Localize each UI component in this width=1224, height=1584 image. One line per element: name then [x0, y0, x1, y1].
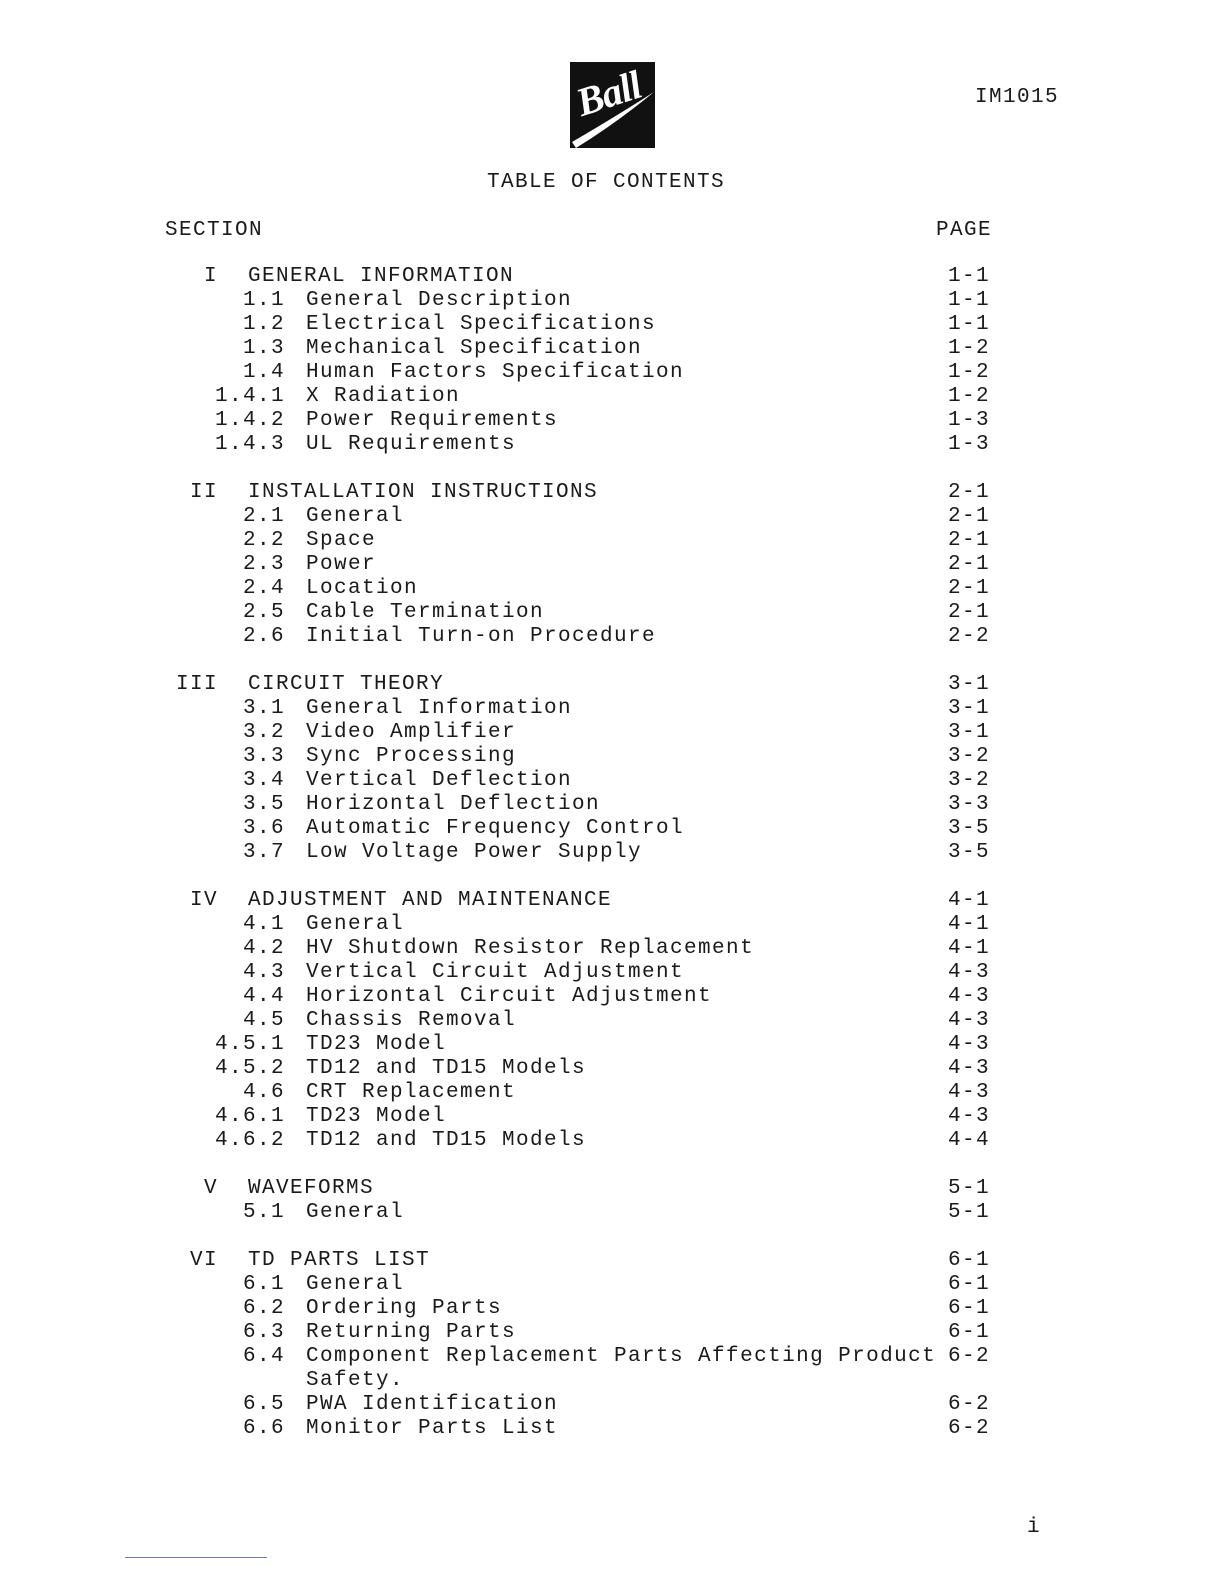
- entry-page: 2-1: [948, 601, 991, 624]
- toc-entry-row: [0, 313, 1224, 337]
- section-heading-row: [0, 481, 1224, 505]
- entry-title: Power: [306, 553, 377, 576]
- page-column-header: PAGE: [936, 219, 993, 242]
- entry-page: 3-1: [948, 721, 991, 744]
- entry-number: 1.4.3: [214, 433, 285, 456]
- toc-entry-row: [0, 1417, 1224, 1441]
- entry-title: Space: [306, 529, 377, 552]
- entry-number: 1.1: [242, 289, 285, 312]
- entry-title: CRT Replacement: [306, 1081, 517, 1104]
- entry-title: Video Amplifier: [306, 721, 517, 744]
- entry-page: 1-2: [948, 337, 991, 360]
- section-page: 2-1: [948, 481, 991, 504]
- entry-number: 4.6.1: [214, 1105, 285, 1128]
- toc-entry-row: [0, 433, 1224, 457]
- entry-title: X Radiation: [306, 385, 461, 408]
- entry-title: UL Requirements: [306, 433, 517, 456]
- entry-title: TD12 and TD15 Models: [306, 1057, 587, 1080]
- entry-title: Initial Turn-on Procedure: [306, 625, 657, 648]
- section-heading-row: [0, 889, 1224, 913]
- entry-title: Location: [306, 577, 419, 600]
- toc-entry-row: [0, 697, 1224, 721]
- entry-number: 1.3: [242, 337, 285, 360]
- section-title: TD PARTS LIST: [248, 1249, 431, 1272]
- logo-wordmark: Ball: [570, 62, 647, 125]
- entry-number: 2.5: [242, 601, 285, 624]
- toc-entry-row: [0, 769, 1224, 793]
- entry-page: 2-1: [948, 505, 991, 528]
- entry-title-continuation: Safety.: [306, 1369, 405, 1392]
- entry-title: PWA Identification: [306, 1393, 559, 1416]
- entry-title: Human Factors Specification: [306, 361, 685, 384]
- toc-entry-row: [0, 841, 1224, 865]
- entry-page: 6-1: [948, 1321, 991, 1344]
- toc-entry-row: [0, 505, 1224, 529]
- toc-section: [0, 889, 1224, 1153]
- entry-page: 3-3: [948, 793, 991, 816]
- toc-entry-row: [0, 1057, 1224, 1081]
- section-title: INSTALLATION INSTRUCTIONS: [248, 481, 599, 504]
- entry-title: Vertical Circuit Adjustment: [306, 961, 685, 984]
- entry-title: Power Requirements: [306, 409, 559, 432]
- toc-entry-row: [0, 1105, 1224, 1129]
- toc-section: [0, 265, 1224, 457]
- entry-page: 4-4: [948, 1129, 991, 1152]
- entry-title: Low Voltage Power Supply: [306, 841, 643, 864]
- entry-number: 6.6: [242, 1417, 285, 1440]
- toc-entry-row: [0, 361, 1224, 385]
- entry-title: Returning Parts: [306, 1321, 517, 1344]
- entry-title: HV Shutdown Resistor Replacement: [306, 937, 755, 960]
- entry-page: 1-3: [948, 433, 991, 456]
- entry-page: 4-3: [948, 1057, 991, 1080]
- section-page: 3-1: [948, 673, 991, 696]
- toc-entry-row: [0, 793, 1224, 817]
- section-page: 4-1: [948, 889, 991, 912]
- toc-entry-row: [0, 1393, 1224, 1417]
- toc-entry-row: [0, 529, 1224, 553]
- toc-entry-row: [0, 1345, 1224, 1369]
- toc-entry-row: [0, 961, 1224, 985]
- toc-section: [0, 1249, 1224, 1441]
- entry-page: 4-1: [948, 937, 991, 960]
- section-title: CIRCUIT THEORY: [248, 673, 445, 696]
- entry-number: 6.4: [242, 1345, 285, 1368]
- toc-entry-row: [0, 745, 1224, 769]
- entry-number: 3.3: [242, 745, 285, 768]
- page-title: TABLE OF CONTENTS: [487, 171, 726, 194]
- toc-entry-row: [0, 913, 1224, 937]
- footer-rule: [125, 1557, 267, 1558]
- entry-title: Electrical Specifications: [306, 313, 657, 336]
- entry-page: 6-2: [948, 1345, 991, 1368]
- entry-number: 4.3: [242, 961, 285, 984]
- entry-title: Component Replacement Parts Affecting Product: [306, 1345, 937, 1368]
- entry-page: 4-3: [948, 1009, 991, 1032]
- entry-number: 3.1: [242, 697, 285, 720]
- toc-entry-row: [0, 721, 1224, 745]
- entry-page: 1-3: [948, 409, 991, 432]
- entry-page: 1-1: [948, 289, 991, 312]
- section-numeral: VI: [189, 1249, 218, 1272]
- section-page: 5-1: [948, 1177, 991, 1200]
- toc-entry-row: [0, 409, 1224, 433]
- entry-page: 3-5: [948, 841, 991, 864]
- section-heading-row: [0, 1249, 1224, 1273]
- section-numeral: III: [175, 673, 218, 696]
- entry-page: 4-1: [948, 913, 991, 936]
- section-heading-row: [0, 265, 1224, 289]
- entry-number: 1.2: [242, 313, 285, 336]
- entry-page: 6-1: [948, 1273, 991, 1296]
- toc-entry-row: [0, 937, 1224, 961]
- section-numeral: V: [203, 1177, 218, 1200]
- entry-title: Vertical Deflection: [306, 769, 573, 792]
- toc-entry-row: [0, 337, 1224, 361]
- entry-page: 4-3: [948, 1105, 991, 1128]
- entry-title: Monitor Parts List: [306, 1417, 559, 1440]
- toc-section: [0, 481, 1224, 649]
- section-page: 1-1: [948, 265, 991, 288]
- entry-page: 6-2: [948, 1417, 991, 1440]
- section-numeral: I: [203, 265, 218, 288]
- entry-title: Horizontal Deflection: [306, 793, 601, 816]
- toc-entry-row: [0, 985, 1224, 1009]
- entry-page: 3-1: [948, 697, 991, 720]
- entry-number: 6.5: [242, 1393, 285, 1416]
- section-heading-row: [0, 673, 1224, 697]
- entry-number: 6.3: [242, 1321, 285, 1344]
- entry-number: 4.4: [242, 985, 285, 1008]
- entry-number: 1.4.1: [214, 385, 285, 408]
- entry-page: 6-2: [948, 1393, 991, 1416]
- entry-number: 4.5: [242, 1009, 285, 1032]
- entry-title: Ordering Parts: [306, 1297, 503, 1320]
- entry-number: 1.4.2: [214, 409, 285, 432]
- entry-number: 4.6: [242, 1081, 285, 1104]
- entry-number: 6.2: [242, 1297, 285, 1320]
- entry-page: 4-3: [948, 985, 991, 1008]
- ball-logo: [570, 62, 655, 148]
- entry-title: TD23 Model: [306, 1105, 447, 1128]
- entry-title: General: [306, 505, 405, 528]
- toc-entry-row: [0, 385, 1224, 409]
- entry-number: 1.4: [242, 361, 285, 384]
- entry-number: 3.4: [242, 769, 285, 792]
- entry-number: 4.5.2: [214, 1057, 285, 1080]
- toc-entry-row: [0, 1321, 1224, 1345]
- entry-page: 4-3: [948, 1033, 991, 1056]
- entry-title: TD23 Model: [306, 1033, 447, 1056]
- entry-title: Cable Termination: [306, 601, 545, 624]
- toc-entry-row: [0, 1081, 1224, 1105]
- entry-number: 3.5: [242, 793, 285, 816]
- entry-number: 4.2: [242, 937, 285, 960]
- toc-entry-row: [0, 289, 1224, 313]
- entry-page: 3-5: [948, 817, 991, 840]
- toc-entry-row: [0, 1033, 1224, 1057]
- section-title: ADJUSTMENT AND MAINTENANCE: [248, 889, 613, 912]
- toc-entry-row: [0, 1201, 1224, 1225]
- entry-page: 1-2: [948, 385, 991, 408]
- entry-number: 3.7: [242, 841, 285, 864]
- section-column-header: SECTION: [165, 219, 264, 242]
- entry-page: 6-1: [948, 1297, 991, 1320]
- entry-title: Horizontal Circuit Adjustment: [306, 985, 713, 1008]
- section-title: WAVEFORMS: [248, 1177, 375, 1200]
- entry-page: 4-3: [948, 961, 991, 984]
- entry-title: TD12 and TD15 Models: [306, 1129, 587, 1152]
- toc-entry-row: [0, 577, 1224, 601]
- entry-page: 1-2: [948, 361, 991, 384]
- table-of-contents: [0, 265, 1224, 1465]
- entry-number: 3.6: [242, 817, 285, 840]
- entry-number: 4.1: [242, 913, 285, 936]
- entry-title: Mechanical Specification: [306, 337, 643, 360]
- entry-number: 4.6.2: [214, 1129, 285, 1152]
- entry-title: General: [306, 1201, 405, 1224]
- entry-page: 2-1: [948, 529, 991, 552]
- section-numeral: II: [189, 481, 218, 504]
- entry-page: 5-1: [948, 1201, 991, 1224]
- entry-title: General Description: [306, 289, 573, 312]
- toc-section: [0, 673, 1224, 865]
- section-title: GENERAL INFORMATION: [248, 265, 515, 288]
- document-id: IM1015: [975, 86, 1060, 109]
- entry-page: 2-1: [948, 577, 991, 600]
- entry-number: 3.2: [242, 721, 285, 744]
- entry-title: General: [306, 913, 405, 936]
- section-heading-row: [0, 1177, 1224, 1201]
- entry-title: Sync Processing: [306, 745, 517, 768]
- toc-entry-row: [0, 1009, 1224, 1033]
- entry-title: General Information: [306, 697, 573, 720]
- entry-page: 4-3: [948, 1081, 991, 1104]
- toc-entry-row: [0, 625, 1224, 649]
- entry-page: 3-2: [948, 745, 991, 768]
- entry-number: 5.1: [242, 1201, 285, 1224]
- entry-number: 2.4: [242, 577, 285, 600]
- section-page: 6-1: [948, 1249, 991, 1272]
- entry-page: 3-2: [948, 769, 991, 792]
- entry-number: 2.1: [242, 505, 285, 528]
- entry-title: General: [306, 1273, 405, 1296]
- entry-title: Chassis Removal: [306, 1009, 517, 1032]
- toc-entry-row: [0, 601, 1224, 625]
- toc-entry-row: [0, 1129, 1224, 1153]
- entry-number: 2.3: [242, 553, 285, 576]
- entry-page: 2-2: [948, 625, 991, 648]
- toc-entry-continuation: [0, 1369, 1224, 1393]
- entry-page: 2-1: [948, 553, 991, 576]
- entry-number: 2.6: [242, 625, 285, 648]
- entry-number: 2.2: [242, 529, 285, 552]
- entry-number: 6.1: [242, 1273, 285, 1296]
- toc-entry-row: [0, 553, 1224, 577]
- toc-entry-row: [0, 817, 1224, 841]
- toc-entry-row: [0, 1273, 1224, 1297]
- entry-title: Automatic Frequency Control: [306, 817, 685, 840]
- entry-number: 4.5.1: [214, 1033, 285, 1056]
- toc-entry-row: [0, 1297, 1224, 1321]
- entry-page: 1-1: [948, 313, 991, 336]
- page-number: i: [1027, 1516, 1042, 1539]
- section-numeral: IV: [189, 889, 218, 912]
- toc-section: [0, 1177, 1224, 1225]
